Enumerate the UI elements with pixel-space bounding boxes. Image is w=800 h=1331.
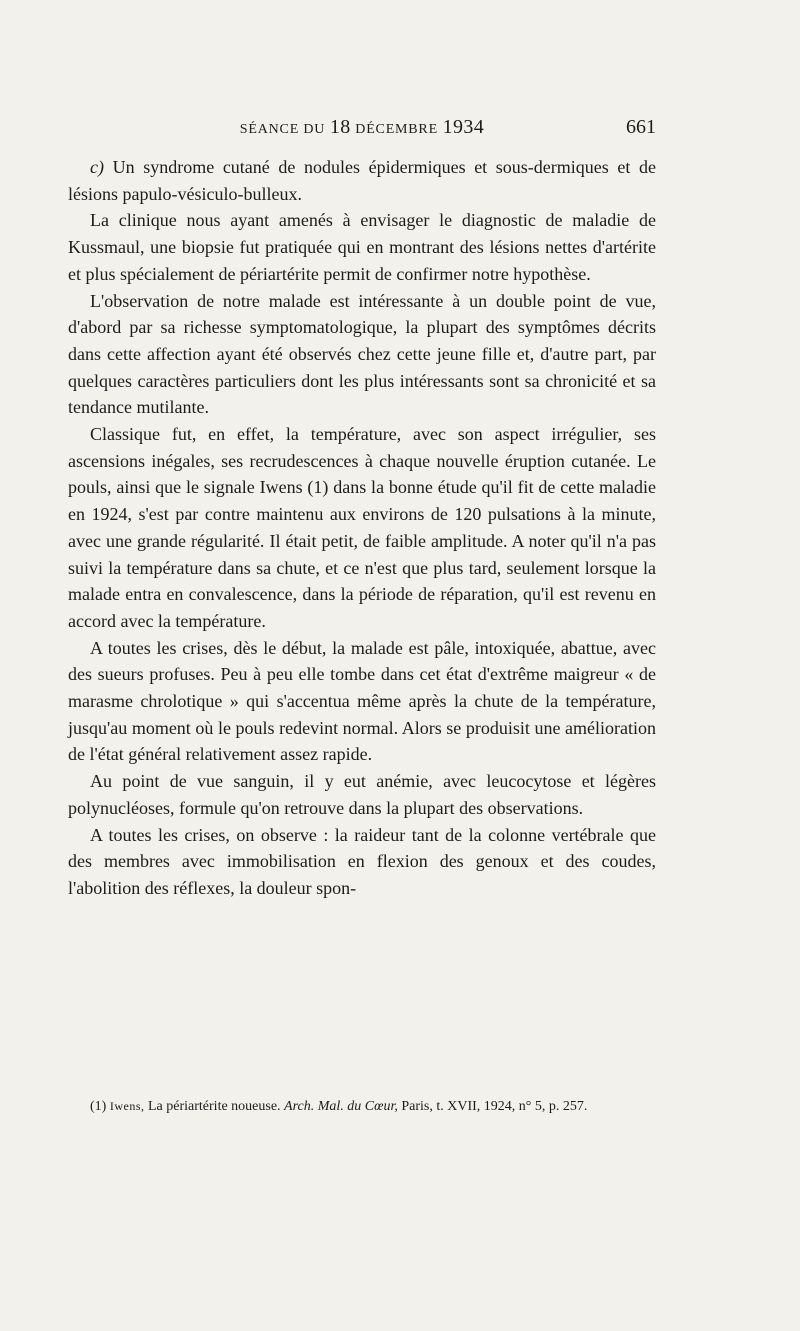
header-year: 1934 bbox=[442, 116, 485, 138]
footnote-author: Iwens, bbox=[109, 1099, 145, 1113]
header-seance: SÉANCE DU bbox=[239, 122, 326, 137]
footnote-journal: Arch. Mal. du Cœur, bbox=[284, 1099, 398, 1114]
list-label-c: c) bbox=[90, 157, 104, 177]
paragraph-1 bbox=[68, 154, 656, 207]
paragraph-5: A toutes les crises, dès le début, la malade est pâle, intoxiquée, abattue, avec des sueurs profuses. Peu à peu elle tombe dans cet état d'extrême maigreur « de marasme chrolotique » qui s'accentua même après la chute de la température, jusqu'au moment où le pouls redevint normal. Alors se produisit une amélioration de l'état général relativement assez rapide. bbox=[68, 637, 656, 765]
footnote-details: Paris, t. XVII, 1924, n° 5, p. 257. bbox=[397, 1099, 588, 1114]
paragraph-6: Au point de vue sanguin, il y eut anémie, avec leucocytose et légères polynucléoses, formule qu'on retrouve dans la plupart des observations. bbox=[68, 771, 656, 818]
footnote-1 bbox=[68, 1097, 656, 1116]
paragraph-4: Classique fut, en effet, la température, avec son aspect irrégulier, ses ascensions inégales, ses recrudescences à chaque nouvelle éruption cutanée. Le pouls, ainsi que le signale Iwens (1) dans la bonne étude qu'il fit de cette maladie en 1924, s'est par contre maintenu aux environs de 120 pulsations à la minute, avec une grande régularité. Il était petit, de faible amplitude. A noter qu'il n'a pas suivi la température dans sa chute, et ce n'est que plus tard, seulement lorsque la malade entra en convalescence, dans la période de réparation, qu'il est revenu en accord avec la température. bbox=[68, 424, 656, 631]
body-text bbox=[68, 154, 656, 902]
page-number: 661 bbox=[626, 116, 656, 138]
paragraph-2: La clinique nous ayant amenés à envisager le diagnostic de maladie de Kussmaul, une biopsie fut pratiquée qui en montrant des lésions nettes d'artérite et plus spécialement de périartérite permit de confirmer notre hypothèse. bbox=[68, 210, 656, 284]
footnote-title: La périartérite noueuse. bbox=[144, 1099, 285, 1114]
header-title bbox=[68, 116, 656, 139]
paragraph-3: L'observation de notre malade est intéressante à un double point de vue, d'abord par sa richesse symptomatologique, la plupart des symptômes décrits dans cette affection ayant été observés chez cette jeune fille et, d'autre part, par quelques caractères particuliers dont les plus intéressants sont sa chronicité et sa tendance mutilante. bbox=[68, 290, 656, 418]
header-month: DÉCEMBRE bbox=[355, 122, 438, 137]
footnote-marker: (1) bbox=[90, 1099, 107, 1114]
paragraph-1-text: Un syndrome cutané de nodules épidermiques et sous-dermiques et de lésions papulo-vésiculo-bulleux. bbox=[68, 157, 656, 204]
header-day: 18 bbox=[329, 116, 351, 138]
footnotes bbox=[68, 1097, 656, 1116]
paragraph-7: A toutes les crises, on observe : la raideur tant de la colonne vertébrale que des membres avec immobilisation en flexion des genoux et des coudes, l'abolition des réflexes, la douleur spon- bbox=[68, 824, 656, 898]
running-header bbox=[68, 116, 656, 144]
